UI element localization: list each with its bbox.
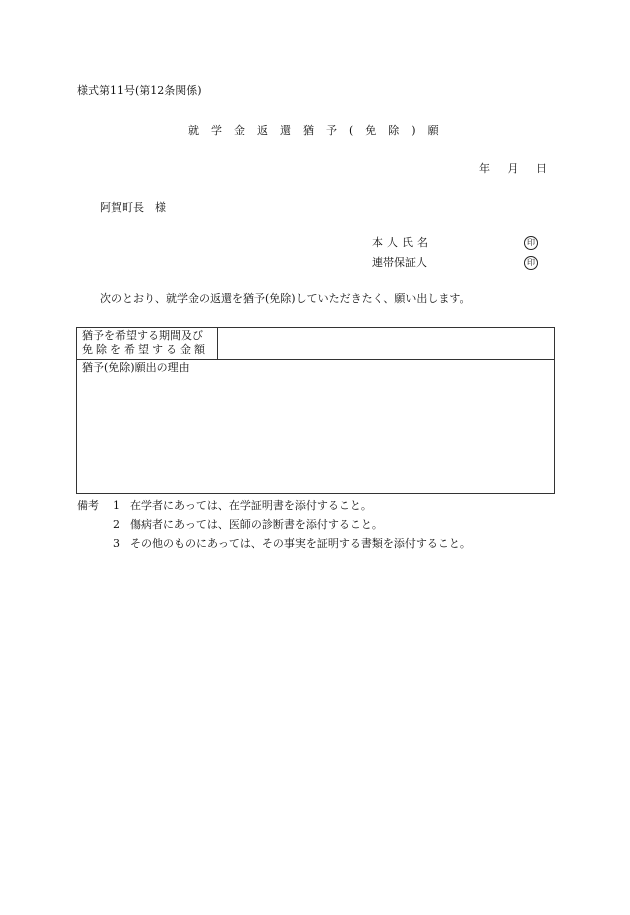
- period-amount-label-line1: 猶予を希望する期間及び: [82, 329, 203, 342]
- note-text: 在学者にあっては、在学証明書を添付すること。: [130, 499, 372, 512]
- notes-heading: 備考: [77, 499, 99, 512]
- period-amount-label-line2: 免除を希望する金額: [82, 343, 208, 356]
- addressee: 阿賀町長 様: [100, 201, 166, 214]
- date-line: [479, 162, 547, 176]
- date-month: 月: [507, 162, 519, 175]
- document-title: 就学金返還猶予(免除)願: [188, 124, 451, 137]
- note-number: 3: [113, 537, 120, 550]
- reason-field[interactable]: [77, 376, 554, 493]
- seal-mark-icon: 印: [524, 256, 538, 270]
- note-item: [113, 499, 372, 513]
- note-item: [113, 537, 471, 551]
- period-amount-field[interactable]: [219, 328, 554, 359]
- date-year: 年: [479, 162, 490, 175]
- seal-mark-icon: 印: [524, 236, 538, 250]
- date-day: 日: [536, 162, 547, 175]
- note-number: 1: [113, 499, 120, 512]
- note-text: 傷病者にあっては、医師の診断書を添付すること。: [130, 518, 383, 531]
- guarantor-label: 連帯保証人: [372, 256, 427, 269]
- application-table: [76, 327, 555, 494]
- request-statement: 次のとおり、就学金の返還を猶予(免除)していただきたく、願い出します。: [100, 292, 471, 305]
- period-amount-label: [77, 328, 218, 359]
- note-item: [113, 518, 383, 532]
- table-row-period-amount: [77, 328, 554, 360]
- note-number: 2: [113, 518, 120, 531]
- note-text: その他のものにあっては、その事実を証明する書類を添付すること。: [130, 537, 471, 550]
- applicant-name-label: 本人氏名: [372, 236, 432, 249]
- form-number: 様式第11号(第12条関係): [77, 84, 202, 97]
- reason-label: 猶予(免除)願出の理由: [82, 361, 190, 374]
